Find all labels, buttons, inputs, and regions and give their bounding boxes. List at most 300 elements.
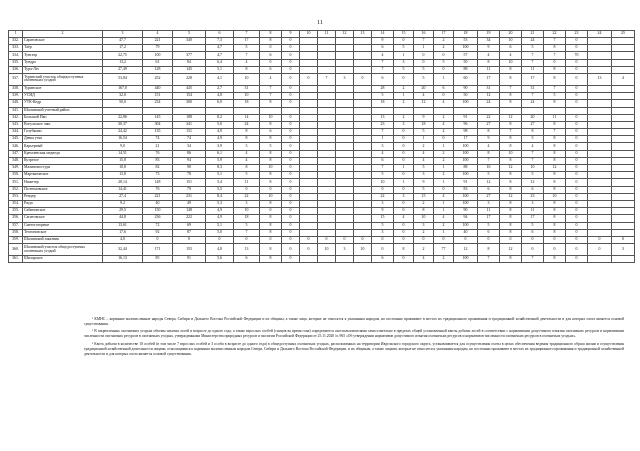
table-cell: 23 — [372, 121, 394, 128]
row-number: 344. — [9, 129, 23, 136]
table-cell: 16,54 — [103, 136, 143, 143]
table-cell — [354, 66, 372, 73]
table-cell — [282, 107, 300, 114]
table-cell — [588, 157, 612, 164]
table-cell: 2 — [434, 222, 454, 229]
table-cell: 8 — [260, 172, 282, 179]
table-cell: 0 — [282, 100, 300, 107]
table-cell: 440 — [143, 85, 173, 92]
table-cell — [588, 150, 612, 157]
table-cell: 340 — [173, 38, 206, 45]
table-cell — [318, 229, 336, 236]
table-cell: 79 — [143, 45, 173, 52]
table-cell: 10 — [260, 114, 282, 121]
table-cell — [354, 215, 372, 222]
table-cell: 0 — [394, 236, 414, 243]
table-cell: 3 — [372, 143, 394, 150]
table-cell: 3 — [372, 200, 394, 207]
table-cell: 8 — [544, 256, 566, 263]
table-cell: 0 — [522, 244, 544, 256]
table-cell: 0 — [394, 73, 414, 85]
table-cell: 0 — [372, 186, 394, 193]
table-cell: 8 — [544, 150, 566, 157]
table-cell: 5 — [522, 222, 544, 229]
row-number: 352. — [9, 186, 23, 193]
page-number: 11 — [317, 20, 323, 26]
table-cell — [318, 179, 336, 186]
table-cell — [336, 222, 354, 229]
table-cell: 8 — [500, 157, 522, 164]
row-number: 343. — [9, 121, 23, 128]
table-cell — [318, 193, 336, 200]
table-cell — [588, 222, 612, 229]
table-cell: 6 — [478, 186, 500, 193]
column-header: 8 — [260, 31, 282, 38]
table-row — [9, 93, 635, 100]
table-cell — [612, 179, 635, 186]
table-cell: 167,0 — [103, 85, 143, 92]
table-cell: 17 — [478, 215, 500, 222]
row-number: 337. — [9, 73, 23, 85]
table-cell — [318, 38, 336, 45]
table-row — [9, 38, 635, 45]
table-cell: 8 — [260, 100, 282, 107]
table-cell: 0 — [282, 45, 300, 52]
table-cell: 11 — [234, 179, 260, 186]
table-cell — [588, 172, 612, 179]
table-cell: 4,9 — [206, 215, 234, 222]
table-cell — [318, 45, 336, 52]
table-cell: 0 — [282, 38, 300, 45]
table-cell: 10 — [372, 179, 394, 186]
table-cell: 0 — [143, 236, 173, 243]
table-cell: 0 — [566, 244, 588, 256]
area-name: Сагитовское — [23, 215, 103, 222]
table-cell: 5 — [234, 222, 260, 229]
table-cell: 22 — [234, 193, 260, 200]
table-cell: 0 — [566, 38, 588, 45]
row-number: 346. — [9, 143, 23, 150]
table-cell: 1 — [394, 179, 414, 186]
table-cell: 8 — [234, 165, 260, 172]
table-cell: 0 — [282, 186, 300, 193]
table-cell: 6 — [478, 229, 500, 236]
table-cell: 0 — [282, 256, 300, 263]
area-name: Туринское — [23, 85, 103, 92]
table-cell: 0 — [282, 215, 300, 222]
table-cell: 0 — [282, 136, 300, 143]
table-cell — [588, 193, 612, 200]
table-cell: 22,75 — [103, 52, 143, 59]
table-cell: 50 — [454, 93, 478, 100]
table-cell — [336, 52, 354, 59]
table-cell: 31 — [234, 85, 260, 92]
table-cell: 100 — [454, 200, 478, 207]
table-cell: 5 — [544, 93, 566, 100]
table-cell — [612, 52, 635, 59]
table-cell: 70 — [566, 52, 588, 59]
column-header: 2 — [23, 31, 103, 38]
row-number: 357. — [9, 222, 23, 229]
table-cell: 0 — [566, 208, 588, 215]
table-cell — [103, 107, 143, 114]
table-cell: 0 — [566, 215, 588, 222]
row-number: 354. — [9, 200, 23, 207]
table-cell: 9 — [478, 136, 500, 143]
table-cell: 0 — [566, 143, 588, 150]
table-cell — [300, 38, 318, 45]
table-cell: 10 — [500, 59, 522, 66]
table-cell: 28,14 — [103, 179, 143, 186]
table-cell: 3 — [394, 59, 414, 66]
table-cell: 4 — [234, 157, 260, 164]
table-cell: 0 — [566, 85, 588, 92]
table-cell: 4,9 — [206, 129, 234, 136]
table-cell: 0 — [454, 236, 478, 243]
area-name: Большой Пап — [23, 114, 103, 121]
table-cell: 0 — [566, 222, 588, 229]
table-cell: 8 — [500, 136, 522, 143]
table-cell: 8 — [260, 136, 282, 143]
area-name: Тура-Лес — [23, 66, 103, 73]
table-cell: 4 — [414, 256, 434, 263]
table-cell: 7 — [522, 59, 544, 66]
footnote-2: ² В закрепленных охотничьих угодьях объемы изъятия лосей в возрасте до одного года, а также взрослых особей (самцов во время гона) определяются охотпользователями самостоятельно в пределах общей установленной квоты добычи лосей в соответствии с нормативами допустимого изъятия охотничьих ресурсов и нормативами численности охотничьих ресурсов в охотничьих угодьях, утвержденными Министерства природных ресурсов и экологии Российской Федерации от 25.11.2020 № 965 «Об утверждении нормативов допустимого изъятия охотничьих ресурсов и нормативов численности охотничьих ресурсов в охотничьих угодьях». — [84, 329, 624, 339]
quota-table — [8, 30, 635, 263]
table-cell: 100 — [454, 256, 478, 263]
table-cell: 8 — [544, 143, 566, 150]
table-row — [9, 85, 635, 92]
table-cell: 0 — [566, 229, 588, 236]
table-cell — [336, 66, 354, 73]
table-cell — [206, 107, 234, 114]
table-cell: 8 — [394, 244, 414, 256]
table-cell: 27 — [478, 121, 500, 128]
table-cell: 30,37 — [103, 121, 143, 128]
table-cell: 3 — [336, 73, 354, 85]
row-number: 338. — [9, 85, 23, 92]
table-cell: 0 — [434, 136, 454, 143]
table-cell — [336, 107, 354, 114]
table-cell: 24 — [234, 121, 260, 128]
table-cell: 8 — [544, 208, 566, 215]
table-cell — [260, 107, 282, 114]
table-cell: 8 — [500, 200, 522, 207]
table-cell: 27,4 — [103, 193, 143, 200]
table-cell — [336, 93, 354, 100]
table-cell — [354, 256, 372, 263]
table-cell: 7 — [478, 256, 500, 263]
table-cell: 135 — [143, 129, 173, 136]
table-cell: 8 — [500, 100, 522, 107]
table-cell: 145 — [173, 66, 206, 73]
table-cell — [454, 107, 478, 114]
table-cell — [522, 107, 544, 114]
table-cell: 0 — [394, 229, 414, 236]
table-cell: 8 — [500, 179, 522, 186]
table-cell — [300, 45, 318, 52]
table-cell: 8 — [260, 150, 282, 157]
table-cell: 74 — [173, 136, 206, 143]
table-cell: 0 — [566, 100, 588, 107]
table-cell: 11 — [522, 208, 544, 215]
table-cell: 8 — [260, 200, 282, 207]
table-cell — [354, 222, 372, 229]
table-cell: 12 — [478, 93, 500, 100]
table-cell: 8 — [260, 229, 282, 236]
table-cell: 18 — [234, 215, 260, 222]
table-cell — [336, 143, 354, 150]
table-cell: 0 — [566, 179, 588, 186]
table-cell: 9 — [372, 208, 394, 215]
table-cell: 0 — [282, 52, 300, 59]
table-cell: 1 — [434, 179, 454, 186]
table-cell: 5,1 — [206, 66, 234, 73]
table-cell: 2 — [414, 200, 434, 207]
table-cell: 4 — [434, 100, 454, 107]
table-cell: 6 — [522, 186, 544, 193]
table-cell: 128 — [143, 66, 173, 73]
table-cell — [336, 200, 354, 207]
row-number: 355. — [9, 208, 23, 215]
table-cell: 4 — [612, 73, 635, 85]
column-header: 7 — [234, 31, 260, 38]
table-cell: 7 — [544, 129, 566, 136]
table-cell: 5 — [414, 66, 434, 73]
table-cell — [336, 150, 354, 157]
table-cell — [318, 136, 336, 143]
table-cell: 0 — [394, 186, 414, 193]
table-cell: 50 — [454, 59, 478, 66]
table-cell: 8 — [500, 208, 522, 215]
footnotes — [84, 317, 624, 359]
table-cell — [300, 200, 318, 207]
table-cell: 76 — [143, 186, 173, 193]
table-cell — [336, 38, 354, 45]
table-cell: 50,0 — [103, 100, 143, 107]
table-cell — [318, 85, 336, 92]
table-cell: 6 — [260, 66, 282, 73]
table-cell: 8 — [500, 229, 522, 236]
table-cell — [318, 222, 336, 229]
table-cell: 2 — [434, 114, 454, 121]
table-cell: 5 — [260, 143, 282, 150]
table-cell: 17 — [234, 38, 260, 45]
table-cell: 0 — [282, 179, 300, 186]
table-cell: 0 — [282, 66, 300, 73]
table-cell: 0 — [282, 157, 300, 164]
table-cell — [354, 165, 372, 172]
table-cell: 5 — [234, 45, 260, 52]
table-cell — [612, 200, 635, 207]
table-row — [9, 222, 635, 229]
table-cell: 11 — [478, 66, 500, 73]
table-cell: 2 — [414, 244, 434, 256]
table-cell: 11 — [478, 208, 500, 215]
table-cell: 145 — [143, 114, 173, 121]
table-cell — [354, 150, 372, 157]
table-cell: 7 — [414, 38, 434, 45]
column-header: 6 — [206, 31, 234, 38]
table-cell: 0 — [566, 236, 588, 243]
table-cell: 10 — [414, 215, 434, 222]
table-cell — [612, 193, 635, 200]
table-cell: 2 — [394, 114, 414, 121]
table-cell: 9 — [414, 179, 434, 186]
table-cell: 0 — [282, 93, 300, 100]
table-cell: 90 — [454, 85, 478, 92]
row-number: 342. — [9, 114, 23, 121]
table-cell: 4 — [522, 143, 544, 150]
table-cell: 8 — [544, 222, 566, 229]
table-cell: 22 — [372, 193, 394, 200]
table-cell: 8 — [544, 179, 566, 186]
table-cell: 12 — [414, 100, 434, 107]
table-cell — [612, 114, 635, 121]
table-cell: 5 — [414, 165, 434, 172]
table-cell: 85 — [143, 256, 173, 263]
column-header: 24 — [588, 31, 612, 38]
table-cell: 5,1 — [206, 222, 234, 229]
table-cell: 24 — [478, 100, 500, 107]
table-cell: 29,5 — [103, 208, 143, 215]
table-cell: 10 — [260, 165, 282, 172]
table-cell: 5 — [414, 186, 434, 193]
table-cell: 100 — [454, 100, 478, 107]
table-cell: 6 — [372, 256, 394, 263]
table-cell: 7 — [372, 165, 394, 172]
table-cell — [354, 100, 372, 107]
table-cell — [588, 136, 612, 143]
table-cell: 0 — [544, 244, 566, 256]
table-cell — [354, 45, 372, 52]
table-cell: 15 — [372, 215, 394, 222]
table-cell — [300, 222, 318, 229]
table-cell: 8 — [234, 66, 260, 73]
table-cell: 1 — [414, 45, 434, 52]
table-cell: 7 — [522, 157, 544, 164]
table-cell: 2 — [434, 150, 454, 157]
table-cell: 100 — [143, 52, 173, 59]
table-cell: 0 — [394, 172, 414, 179]
table-cell — [300, 121, 318, 128]
table-cell: 8 — [260, 256, 282, 263]
table-cell: 13 — [588, 73, 612, 85]
table-cell: 6 — [234, 256, 260, 263]
table-cell: 32,0 — [103, 93, 143, 100]
table-cell: 0 — [372, 236, 394, 243]
table-cell: 0 — [566, 165, 588, 172]
table-cell — [318, 121, 336, 128]
table-cell — [354, 85, 372, 92]
table-cell: 0 — [336, 236, 354, 243]
table-cell — [612, 256, 635, 263]
table-row — [9, 73, 635, 85]
table-cell: 4,8 — [206, 244, 234, 256]
table-cell — [588, 100, 612, 107]
table-cell — [372, 107, 394, 114]
table-cell: 222 — [173, 215, 206, 222]
table-cell: 18 — [234, 100, 260, 107]
table-cell: 4,9 — [206, 136, 234, 143]
row-number: 349. — [9, 165, 23, 172]
column-header: 19 — [478, 31, 500, 38]
table-cell: 17 — [454, 136, 478, 143]
footnote-1: ¹ КМНС – коренные малочисленные народы Севера, Сибири и Дальнего Востока Российской Федерации и их общины, а также лица, которые не относятся к указанным народам, но постоянно проживают в местах их традиционного проживания и традиционной хозяйственной деятельности и для которых охота является основой существования. — [84, 317, 624, 326]
table-cell: 0 — [394, 143, 414, 150]
table-cell: 8 — [260, 222, 282, 229]
table-cell: 0 — [282, 208, 300, 215]
table-cell — [318, 114, 336, 121]
table-cell: 4 — [414, 93, 434, 100]
table-cell: 0 — [566, 193, 588, 200]
table-cell: 3 — [394, 193, 414, 200]
table-cell — [354, 200, 372, 207]
table-cell: 6 — [260, 52, 282, 59]
table-cell: 7 — [234, 52, 260, 59]
area-name: Таёр — [23, 45, 103, 52]
table-cell: 8 — [260, 121, 282, 128]
table-cell — [336, 229, 354, 236]
table-row — [9, 157, 635, 164]
table-cell — [588, 215, 612, 222]
table-cell: 3 — [612, 244, 635, 256]
table-cell: 0 — [612, 236, 635, 243]
table-cell: 4 — [478, 143, 500, 150]
table-cell: 8 — [544, 121, 566, 128]
table-cell — [318, 200, 336, 207]
table-cell: 300 — [173, 100, 206, 107]
table-cell: 100 — [454, 193, 478, 200]
table-cell: 8 — [544, 100, 566, 107]
table-cell: 7 — [500, 85, 522, 92]
table-cell: 7 — [544, 52, 566, 59]
table-cell — [354, 208, 372, 215]
table-cell: 8 — [478, 59, 500, 66]
table-row — [9, 143, 635, 150]
table-cell: 0 — [260, 59, 282, 66]
table-cell: 1 — [394, 93, 414, 100]
row-number: 348. — [9, 157, 23, 164]
table-cell — [566, 107, 588, 114]
table-cell — [173, 45, 206, 52]
row-number: 351. — [9, 179, 23, 186]
table-cell: 10 — [234, 93, 260, 100]
table-cell: 7,3 — [206, 38, 234, 45]
table-cell: 8 — [260, 157, 282, 164]
table-cell: 0 — [566, 157, 588, 164]
table-cell — [336, 193, 354, 200]
table-cell — [300, 215, 318, 222]
table-cell — [336, 208, 354, 215]
table-cell: 0 — [566, 200, 588, 207]
table-cell: 12 — [500, 193, 522, 200]
table-cell: 7 — [522, 52, 544, 59]
column-header: 12 — [336, 31, 354, 38]
table-cell — [318, 59, 336, 66]
table-cell: 0 — [354, 73, 372, 85]
table-row — [9, 66, 635, 73]
table-cell: 23 — [522, 193, 544, 200]
table-cell: 4 — [234, 150, 260, 157]
table-row — [9, 200, 635, 207]
table-cell — [588, 52, 612, 59]
table-cell: 0 — [414, 52, 434, 59]
table-cell — [318, 129, 336, 136]
table-cell — [336, 114, 354, 121]
table-cell: 0 — [300, 236, 318, 243]
table-cell: 1 — [434, 200, 454, 207]
